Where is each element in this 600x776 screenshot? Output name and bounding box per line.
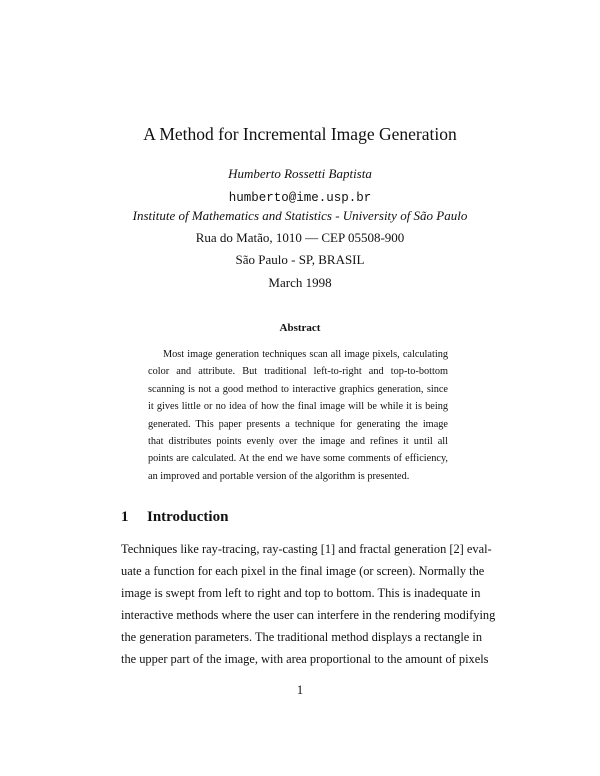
abstract-line: Most image generation techniques scan all image pixels, calculating (163, 349, 448, 360)
abstract-line: it gives little or no idea of how the final image will be while it is being (148, 401, 448, 412)
publication-date: March 1998 (268, 275, 332, 290)
address-line-2: São Paulo - SP, BRASIL (235, 252, 365, 267)
page-number: 1 (296, 683, 304, 697)
abstract-line: an improved and portable version of the algorithm is presented. (148, 471, 410, 482)
author-name: Humberto Rossetti Baptista (228, 166, 372, 181)
section-title: Introduction (147, 509, 229, 525)
body-text-line: the upper part of the image, with area proportional to the amount of pixels (121, 652, 489, 666)
section-heading (121, 509, 228, 526)
abstract-heading: Abstract (279, 322, 321, 334)
abstract-line: that distributes points evenly over the image and refines it until all (148, 436, 448, 447)
address-line-1: Rua do Matão, 1010 — CEP 05508-900 (195, 230, 405, 245)
abstract-line: points are calculated. At the end we have some comments of efficiency, (148, 453, 448, 464)
abstract-line: scanning is not a good method to interactive graphics generation, since (148, 384, 448, 395)
body-text-line: Techniques like ray-tracing, ray-casting [1] and fractal generation [2] eval- (121, 542, 492, 556)
author-institution: Institute of Mathematics and Statistics - University of São Paulo (132, 208, 468, 223)
abstract-line: color and attribute. But traditional left-to-right and top-to-bottom (148, 366, 448, 377)
author-email: humberto@ime.usp.br (228, 191, 372, 205)
body-text-line: uate a function for each pixel in the final image (or screen). Normally the (121, 564, 485, 578)
body-text-line: interactive methods where the user can interfere in the rendering modifying (121, 608, 496, 622)
paper-title: A Method for Incremental Image Generation (143, 124, 457, 144)
section-number: 1 (121, 509, 129, 525)
body-text-line: image is swept from left to right and top to bottom. This is inadequate in (121, 586, 481, 600)
abstract-line: generated. This paper presents a technique for generating the image (148, 419, 448, 430)
body-text-line: the generation parameters. The traditional method displays a rectangle in (121, 630, 483, 644)
